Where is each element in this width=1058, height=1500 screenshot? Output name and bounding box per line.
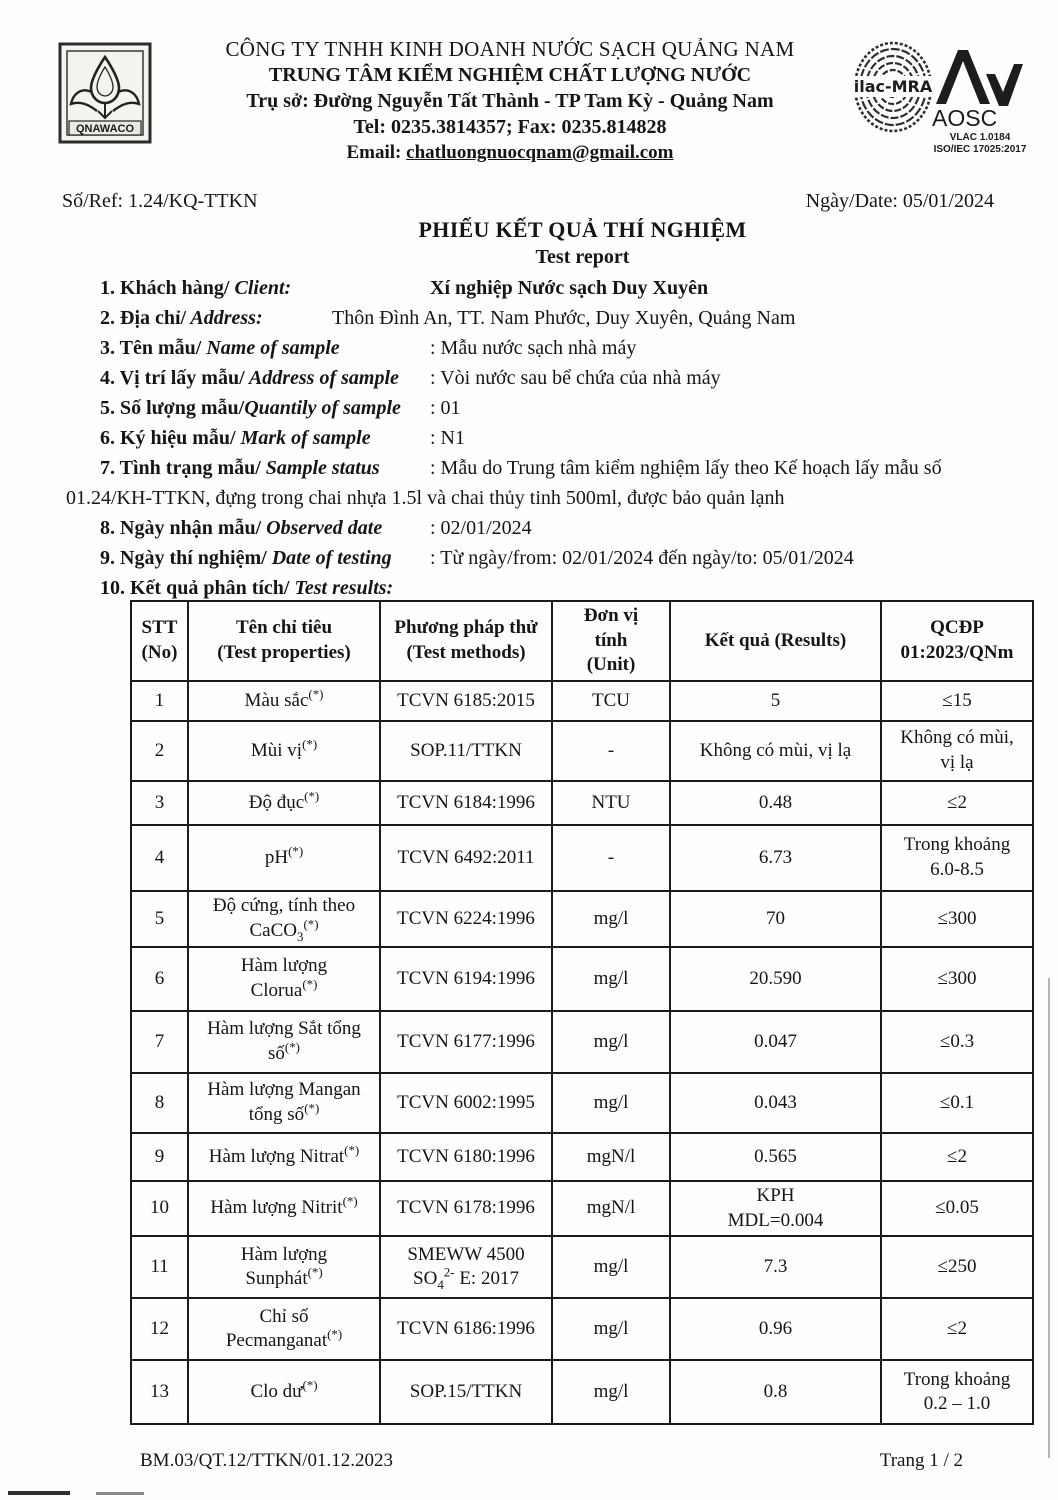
cell-unit: mg/l — [552, 1236, 670, 1298]
cell-no: 8 — [131, 1073, 188, 1133]
cell-name: Hàm lượng Nitrat(*) — [188, 1133, 380, 1181]
cell-method: TCVN 6180:1996 — [380, 1133, 552, 1181]
document-ref: Số/Ref: 1.24/KQ-TTKN — [62, 190, 258, 212]
info-item-2: 2. Địa chỉ/ Address: Thôn Đình An, TT. Nam Phước, Duy Xuyên, Quảng Nam — [100, 307, 796, 329]
cell-result: 0.565 — [670, 1133, 881, 1181]
cell-no: 6 — [131, 947, 188, 1011]
cell-limit: ≤15 — [881, 681, 1033, 721]
cell-method: SOP.11/TTKN — [380, 721, 552, 781]
cell-name: Độ đục(*) — [188, 781, 380, 825]
table-row — [131, 891, 1033, 947]
cell-name: Màu sắc(*) — [188, 681, 380, 721]
table-row — [131, 781, 1033, 825]
page-title: PHIẾU KẾT QUẢ THÍ NGHIỆM — [418, 217, 747, 242]
table-row — [131, 721, 1033, 781]
cell-unit: mgN/l — [552, 1181, 670, 1236]
cell-limit: ≤0.1 — [881, 1073, 1033, 1133]
cell-name: Chỉ số Pecmanganat(*) — [188, 1298, 380, 1360]
cell-method: TCVN 6184:1996 — [380, 781, 552, 825]
cell-name: Hàm lượng Nitrit(*) — [188, 1181, 380, 1236]
table-row — [131, 681, 1033, 721]
info-value-1: Xí nghiệp Nước sạch Duy Xuyên — [430, 277, 709, 299]
qnawaco-logo-icon — [58, 42, 152, 144]
form-code: BM.03/QT.12/TTKN/01.12.2023 — [140, 1450, 393, 1471]
cell-unit: TCU — [552, 681, 670, 721]
results-header-row — [131, 601, 1033, 681]
cell-method: TCVN 6492:2011 — [380, 825, 552, 891]
cell-result: Không có mùi, vị lạ — [670, 721, 881, 781]
cell-limit: ≤300 — [881, 891, 1033, 947]
cell-method: TCVN 6002:1995 — [380, 1073, 552, 1133]
cell-limit: ≤2 — [881, 781, 1033, 825]
cell-name: Độ cứng, tính theo CaCO$_3$(*) — [188, 891, 380, 947]
cell-method: TCVN 6224:1996 — [380, 891, 552, 947]
cell-no: 4 — [131, 825, 188, 891]
cell-no: 3 — [131, 781, 188, 825]
cell-unit: - — [552, 721, 670, 781]
cell-unit: mg/l — [552, 891, 670, 947]
cell-limit: ≤250 — [881, 1236, 1033, 1298]
cell-method: TCVN 6186:1996 — [380, 1298, 552, 1360]
cell-limit: ≤2 — [881, 1133, 1033, 1181]
letterhead — [160, 36, 860, 166]
table-row — [131, 1011, 1033, 1073]
col-header-limit: QCĐP 01:2023/QNm — [881, 601, 1033, 681]
aosc-logo-icon — [928, 42, 1034, 154]
cell-method: TCVN 6178:1996 — [380, 1181, 552, 1236]
table-row — [131, 1360, 1033, 1424]
page-number: Trang 1 / 2 — [879, 1450, 963, 1471]
cell-name: Hàm lượng Sunphát(*) — [188, 1236, 380, 1298]
cell-no: 5 — [131, 891, 188, 947]
cell-unit: mg/l — [552, 1011, 670, 1073]
cell-limit: Trong khoảng 6.0-8.5 — [881, 825, 1033, 891]
info-value-9: : Từ ngày/from: 02/01/2024 đến ngày/to: 05/01/2024 — [430, 547, 854, 569]
info-item-10: 10. Kết quả phân tích/ Test results: — [100, 577, 394, 599]
info-item-9: 9. Ngày thí nghiệm/ Date of testing : Từ ngày/from: 02/01/2024 đến ngày/to: 05/01/2024 — [100, 547, 854, 569]
cell-result: 20.590 — [670, 947, 881, 1011]
info-value-4: : Vòi nước sau bể chứa của nhà máy — [430, 367, 721, 389]
cell-unit: - — [552, 825, 670, 891]
info-item-7-continuation: 01.24/KH-TTKN, đựng trong chai nhựa 1.5l và chai thủy tinh 500ml, được bảo quản lạnh — [66, 487, 785, 509]
cell-name: Hàm lượng Mangan tổng số(*) — [188, 1073, 380, 1133]
info-item-6: 6. Ký hiệu mẫu/ Mark of sample : N1 — [100, 427, 465, 449]
cell-unit: mg/l — [552, 1360, 670, 1424]
cell-name: Mùi vị(*) — [188, 721, 380, 781]
cell-no: 9 — [131, 1133, 188, 1181]
col-header-no: STT (No) — [131, 601, 188, 681]
cell-limit: ≤0.3 — [881, 1011, 1033, 1073]
info-item-7: 7. Tình trạng mẫu/ Sample status : Mẫu do Trung tâm kiểm nghiệm lấy theo Kế hoạch lấy mẫu số — [100, 457, 942, 479]
page-subtitle: Test report — [535, 246, 630, 268]
scan-artifact-smudge — [96, 1492, 144, 1495]
cell-name: Clo dư(*) — [188, 1360, 380, 1424]
cell-unit: NTU — [552, 781, 670, 825]
sample-info-list — [66, 273, 1000, 603]
col-header-result: Kết quả (Results) — [670, 601, 881, 681]
cell-result: 0.043 — [670, 1073, 881, 1133]
cell-result: KPH MDL=0.004 — [670, 1181, 881, 1236]
cell-limit: Trong khoảng 0.2 – 1.0 — [881, 1360, 1033, 1424]
info-value-5: : 01 — [430, 397, 461, 419]
table-row — [131, 1181, 1033, 1236]
cell-method: TCVN 6177:1996 — [380, 1011, 552, 1073]
cell-no: 2 — [131, 721, 188, 781]
info-value-7: : Mẫu do Trung tâm kiểm nghiệm lấy theo Kế hoạch lấy mẫu số — [430, 457, 942, 479]
cell-unit: mg/l — [552, 1298, 670, 1360]
cell-name: Hàm lượng Clorua(*) — [188, 947, 380, 1011]
tel-fax: Tel: 0235.3814357; Fax: 0235.814828 — [353, 116, 667, 138]
cell-method: TCVN 6185:2015 — [380, 681, 552, 721]
cell-result: 70 — [670, 891, 881, 947]
table-row — [131, 1236, 1033, 1298]
info-value-6: : N1 — [430, 427, 465, 449]
cell-no: 10 — [131, 1181, 188, 1236]
col-header-name: Tên chỉ tiêu (Test properties) — [188, 601, 380, 681]
cell-limit: Không có mùi, vị lạ — [881, 721, 1033, 781]
info-value-8: : 02/01/2024 — [430, 517, 532, 539]
info-item-5: 5. Số lượng mẫu/Quantily of sample : 01 — [100, 397, 461, 419]
cell-limit: ≤0.05 — [881, 1181, 1033, 1236]
qnawaco-logo-label: QNAWACO — [75, 123, 135, 135]
scan-artifact-smudge — [8, 1491, 70, 1495]
office-address: Trụ sở: Đường Nguyễn Tất Thành - TP Tam Kỳ - Quảng Nam — [246, 90, 774, 112]
cell-no: 13 — [131, 1360, 188, 1424]
cell-name: pH(*) — [188, 825, 380, 891]
ilac-mra-label: ilac-MRA — [853, 77, 933, 96]
cell-method: SOP.15/TTKN — [380, 1360, 552, 1424]
cell-result: 0.8 — [670, 1360, 881, 1424]
info-item-1: 1. Khách hàng/ Client: Xí nghiệp Nước sạch Duy Xuyên — [100, 277, 709, 299]
table-row — [131, 947, 1033, 1011]
scan-artifact-line — [1048, 978, 1050, 1458]
cell-result: 0.96 — [670, 1298, 881, 1360]
info-value-3: : Mẫu nước sạch nhà máy — [430, 337, 637, 359]
aosc-iso-number: ISO/IEC 17025:2017 — [933, 144, 1027, 154]
cell-no: 12 — [131, 1298, 188, 1360]
cell-limit: ≤300 — [881, 947, 1033, 1011]
aosc-label: AOSC — [932, 105, 998, 131]
results-table-wrap — [130, 600, 1034, 1425]
info-item-4: 4. Vị trí lấy mẫu/ Address of sample : Vòi nước sau bể chứa của nhà máy — [100, 367, 721, 389]
info-value-2: Thôn Đình An, TT. Nam Phước, Duy Xuyên, Quảng Nam — [332, 307, 796, 329]
cell-no: 11 — [131, 1236, 188, 1298]
ilac-mra-logo-icon — [850, 38, 936, 136]
info-item-8: 8. Ngày nhận mẫu/ Observed date : 02/01/2024 — [100, 517, 532, 539]
email-line — [160, 140, 860, 166]
table-row — [131, 1133, 1033, 1181]
cell-unit: mg/l — [552, 947, 670, 1011]
cell-method: TCVN 6194:1996 — [380, 947, 552, 1011]
aosc-vlac-number: VLAC 1.0184 — [949, 132, 1011, 143]
col-header-unit: Đơn vị tính (Unit) — [552, 601, 670, 681]
table-row — [131, 825, 1033, 891]
cell-no: 7 — [131, 1011, 188, 1073]
email-label: Email: — [346, 142, 407, 163]
cell-limit: ≤2 — [881, 1298, 1033, 1360]
cell-result: 0.047 — [670, 1011, 881, 1073]
table-row — [131, 1298, 1033, 1360]
cell-no: 1 — [131, 681, 188, 721]
document-date: Ngày/Date: 05/01/2024 — [805, 190, 994, 212]
cell-result: 7.3 — [670, 1236, 881, 1298]
cell-method: SMEWW 4500 $SO_4^{2-}$ E: 2017 — [380, 1236, 552, 1298]
results-table — [130, 600, 1034, 1425]
cell-name: Hàm lượng Sắt tổng số(*) — [188, 1011, 380, 1073]
info-item-3: 3. Tên mẫu/ Name of sample : Mẫu nước sạch nhà máy — [100, 337, 637, 359]
email-address: chatluongnuocqnam@gmail.com — [406, 142, 674, 163]
company-name: CÔNG TY TNHH KINH DOANH NƯỚC SẠCH QUẢNG NAM — [225, 37, 795, 61]
center-name: TRUNG TÂM KIỂM NGHIỆM CHẤT LƯỢNG NƯỚC — [268, 64, 752, 86]
table-row — [131, 1073, 1033, 1133]
cell-result: 6.73 — [670, 825, 881, 891]
col-header-method: Phương pháp thử (Test methods) — [380, 601, 552, 681]
cell-result: 5 — [670, 681, 881, 721]
cell-unit: mgN/l — [552, 1133, 670, 1181]
cell-result: 0.48 — [670, 781, 881, 825]
cell-unit: mg/l — [552, 1073, 670, 1133]
